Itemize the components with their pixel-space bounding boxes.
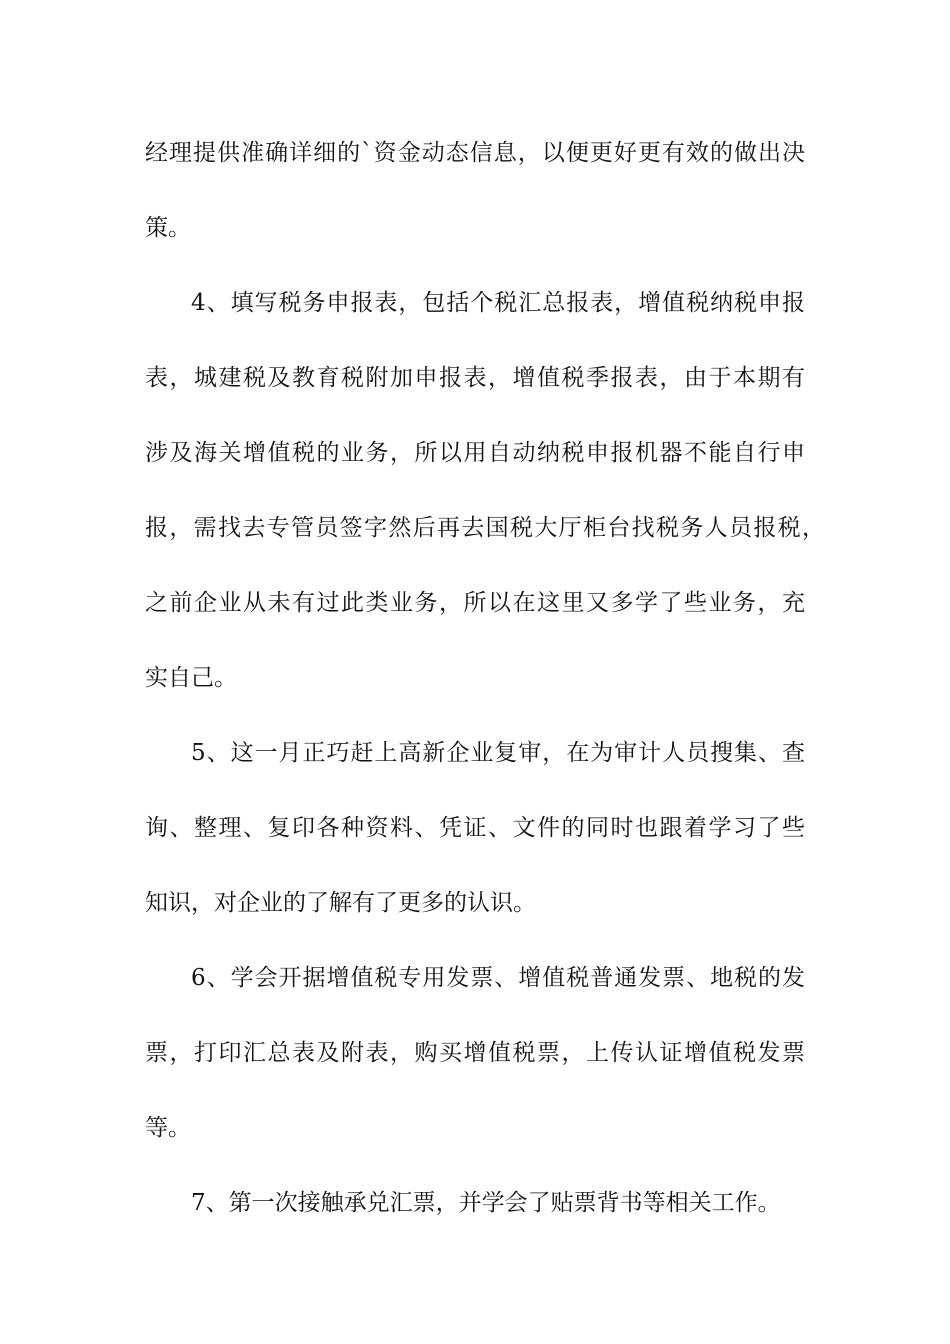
- text-line: 策。: [145, 215, 191, 241]
- text-line: 报，需找去专管员签字然后再去国税大厅柜台找税务人员报税，: [145, 515, 825, 541]
- text-line: 票，打印汇总表及附表，购买增值税票，上传认证增值税发票: [145, 1040, 805, 1066]
- text-line: 涉及海关增值税的业务，所以用自动纳税申报机器不能自行申: [145, 440, 805, 466]
- text-line: 实自己。: [145, 665, 237, 691]
- text-line: 6、学会开据增值税专用发票、增值税普通发票、地税的发: [191, 965, 805, 991]
- text-line: 5、这一月正巧赶上高新企业复审，在为审计人员搜集、查: [191, 740, 805, 766]
- text-line: 经理提供准确详细的`资金动态信息，以便更好更有效的做出决: [145, 140, 805, 166]
- text-line: 之前企业从未有过此类业务，所以在这里又多学了些业务，充: [145, 590, 805, 616]
- text-line: 表，城建税及教育税附加申报表，增值税季报表，由于本期有: [145, 365, 805, 391]
- text-line: 4、填写税务申报表，包括个税汇总报表，增值税纳税申报: [191, 290, 805, 316]
- text-line: 等。: [145, 1115, 191, 1141]
- text-line: 知识，对企业的了解有了更多的认识。: [145, 890, 536, 916]
- text-line: 7、第一次接触承兑汇票，并学会了贴票背书等相关工作。: [191, 1190, 781, 1216]
- text-line: 询、整理、复印各种资料、凭证、文件的同时也跟着学习了些: [145, 815, 805, 841]
